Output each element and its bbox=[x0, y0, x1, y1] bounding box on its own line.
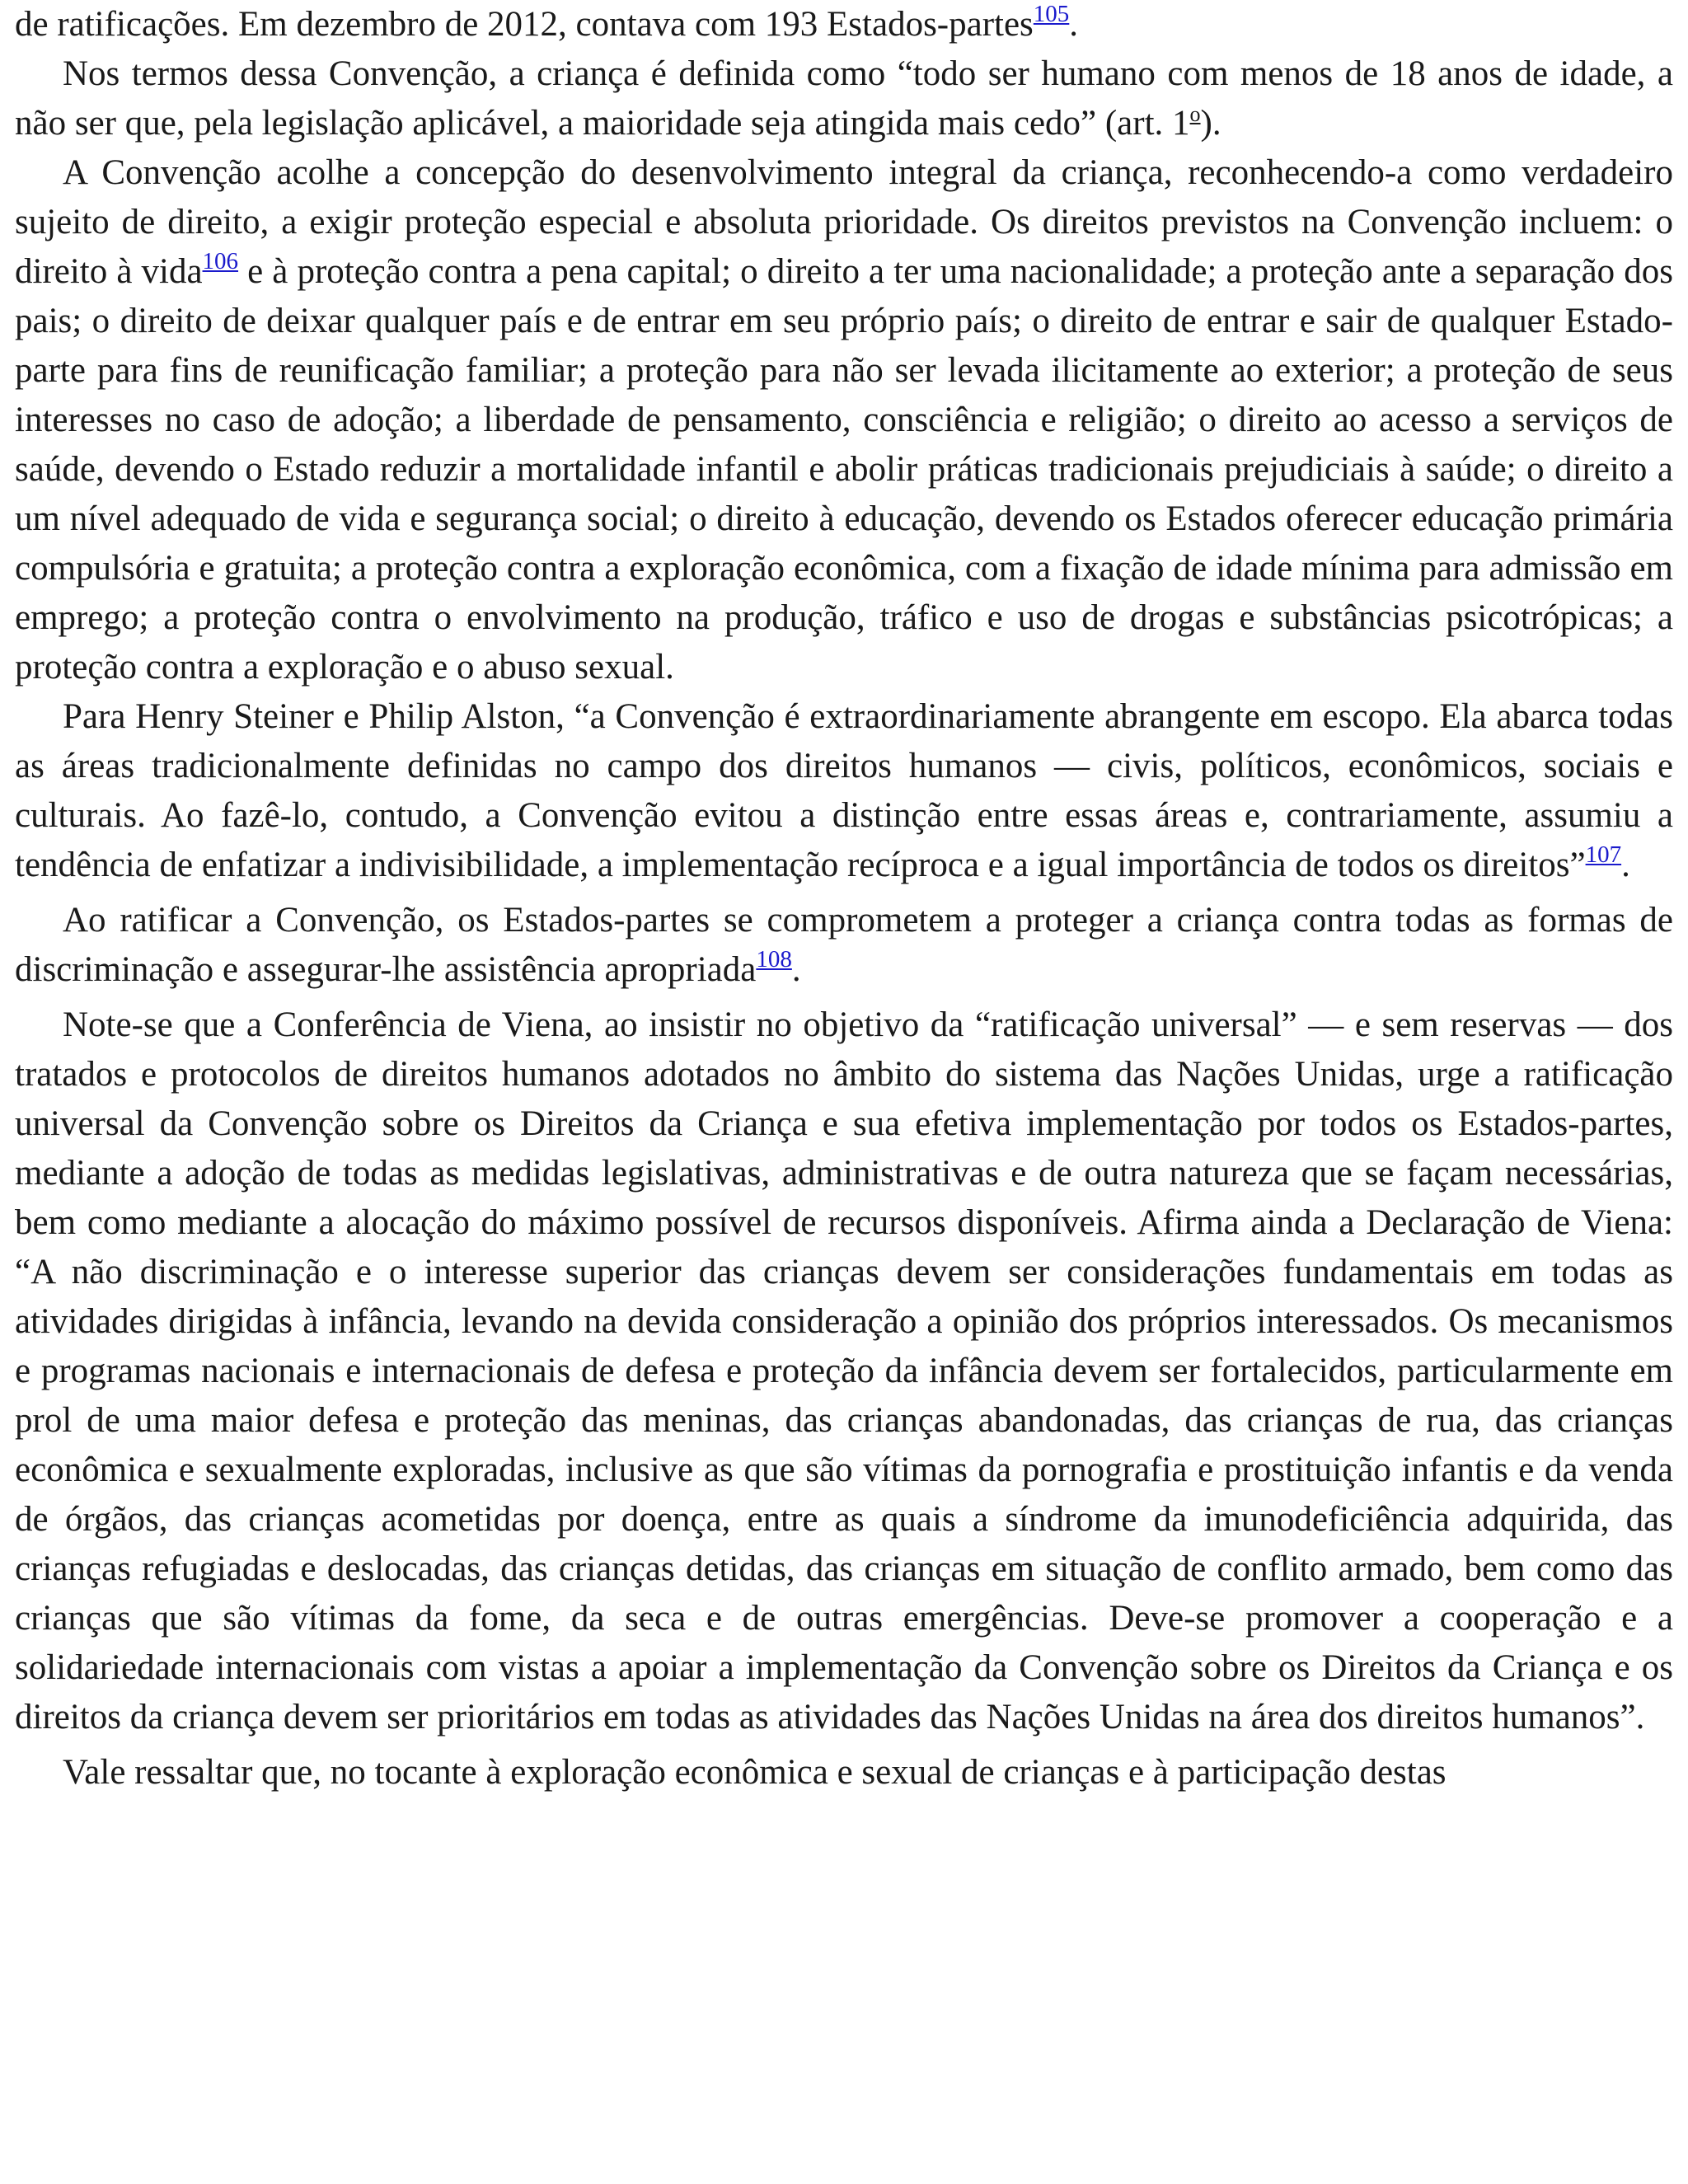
footnote-link-107[interactable]: 107 bbox=[1585, 841, 1622, 868]
paragraph-text: Vale ressaltar que, no tocante à exploração econômica e sexual de crianças e à participação destas bbox=[63, 1753, 1447, 1792]
paragraph-text: Ao ratificar a Convenção, os Estados-partes se comprometem a proteger a criança contra todas as formas de discriminação e assegurar-lhe assistência apropriada bbox=[15, 901, 1673, 989]
paragraph-text: . bbox=[791, 950, 801, 989]
paragraph-text: ). bbox=[1200, 104, 1221, 143]
footnote-link-105[interactable]: 105 bbox=[1033, 1, 1070, 27]
paragraph-ratify bbox=[15, 896, 1673, 995]
footnote-link-108[interactable]: 108 bbox=[756, 946, 792, 972]
paragraph-text: Note-se que a Conferência de Viena, ao insistir no objetivo da “ratificação universal” — e sem reservas — dos tratados e protocolos de direitos humanos adotados no âmbito do sistema das Nações Unidas, urge a ratificação universal da Convenção sobre os Direitos da Criança e sua efetiva implementação por todos os Estados-partes, mediante a adoção de todas as medidas legislativas, administrativas e de outra natureza que se façam necessárias, bem como mediante a alocação do máximo possível de recursos disponíveis. Afirma ainda a Declaração de Viena: “A não discriminação e o interesse superior das crianças devem ser considerações fundamentais em todas as atividades dirigidas à infância, levando na devida consideração a opinião dos próprios interessados. Os mecanismos e programas nacionais e internacionais de defesa e proteção da infância devem ser fortalecidos, particularmente em prol de uma maior defesa e proteção das meninas, das crianças abandonadas, das crianças de rua, das crianças econômica e sexualmente exploradas, inclusive as que são vítimas da pornografia e prostituição infantis e da venda de órgãos, das crianças acometidas por doença, entre as quais a síndrome da imunodeficiência adquirida, das crianças refugiadas e deslocadas, das crianças detidas, das crianças em situação de conflito armado, bem como das crianças que são vítimas da fome, da seca e de outras emergências. Deve-se promover a cooperação e a solidariedade internacionais com vistas a apoiar a implementação da Convenção sobre os Direitos da Criança e os direitos da criança devem ser prioritários em todas as atividades das Nações Unidas na área dos direitos humanos”. bbox=[15, 1005, 1673, 1736]
paragraph-text: Para Henry Steiner e Philip Alston, “a Convenção é extraordinariamente abrangente em escopo. Ela abarca todas as áreas tradicionalmente definidas no campo dos direitos humanos — civis, políticos, econômicos, sociais e culturais. Ao fazê-lo, contudo, a Convenção evitou a distinção entre essas áreas e, contrariamente, assumiu a tendência de enfatizar a indivisibilidade, a implementação recíproca e a igual importância de todos os direitos” bbox=[15, 697, 1673, 884]
paragraph-ratifications bbox=[15, 0, 1673, 49]
paragraph-vienna bbox=[15, 1001, 1673, 1742]
paragraph-steiner-alston bbox=[15, 692, 1673, 890]
paragraph-rights bbox=[15, 148, 1673, 692]
paragraph-text: Nos termos dessa Convenção, a criança é definida como “todo ser humano com menos de 18 anos de idade, a não ser que, pela legislação aplicável, a maioridade seja atingida mais cedo” (art. 1 bbox=[15, 54, 1673, 143]
paragraph-text: A Convenção acolhe a concepção do desenvolvimento integral da criança, reconhecendo-a como verdadeiro sujeito de direito, a exigir proteção especial e absoluta prioridade. Os direitos previstos na Convenção incluem: o direito à vida bbox=[15, 153, 1673, 291]
paragraph-text: . bbox=[1069, 5, 1079, 44]
ordinal-indicator: o bbox=[1189, 102, 1201, 126]
paragraph-definition bbox=[15, 49, 1673, 148]
paragraph-text: e à proteção contra a pena capital; o direito a ter uma nacionalidade; a proteção ante a separação dos pais; o direito de deixar qualquer país e de entrar em seu próprio país; o direito de entrar e sair de qualquer Estado-parte para fins de reunificação familiar; a proteção para não ser levada ilicitamente ao exterior; a proteção de seus interesses no caso de adoção; a liberdade de pensamento, consciência e religião; o direito ao acesso a serviços de saúde, devendo o Estado reduzir a mortalidade infantil e abolir práticas tradicionais prejudiciais à saúde; o direito a um nível adequado de vida e segurança social; o direito à educação, devendo os Estados oferecer educação primária compulsória e gratuita; a proteção contra a exploração econômica, com a fixação de idade mínima para admissão em emprego; a proteção contra o envolvimento na produção, tráfico e uso de drogas e substâncias psicotrópicas; a proteção contra a exploração e o abuso sexual. bbox=[15, 252, 1673, 687]
footnote-link-106[interactable]: 106 bbox=[202, 248, 239, 274]
paragraph-text: de ratificações. Em dezembro de 2012, contava com 193 Estados-partes bbox=[15, 5, 1034, 44]
paragraph-exploitation bbox=[15, 1748, 1673, 1797]
book-page bbox=[15, 0, 1673, 1797]
paragraph-text: . bbox=[1621, 846, 1630, 884]
